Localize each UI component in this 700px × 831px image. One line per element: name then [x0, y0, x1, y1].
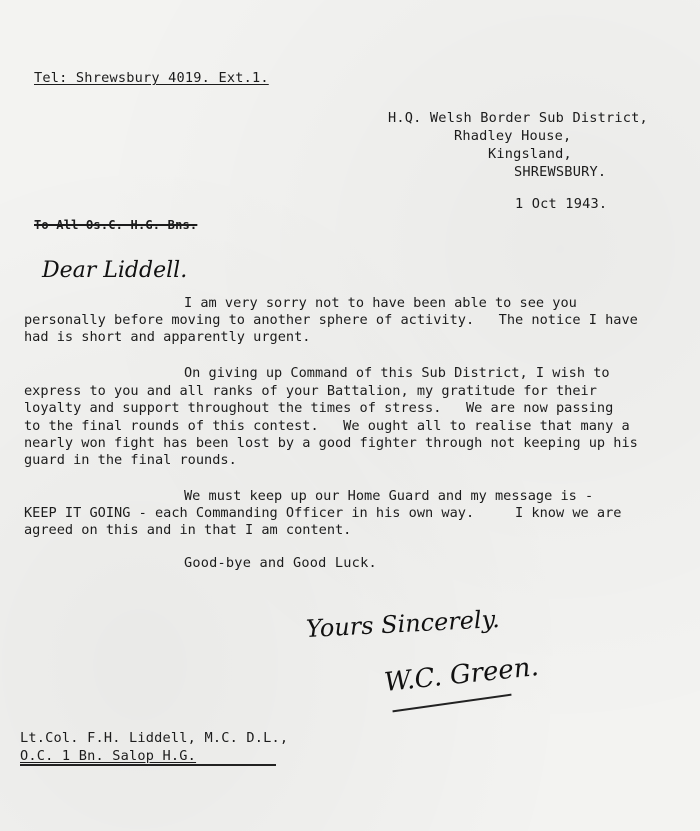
paragraph-2-line-4: to the final rounds of this contest. We ought all to realise that many a: [24, 418, 630, 434]
paragraph-3-line-3: agreed on this and in that I am content.: [24, 522, 352, 538]
recipient-underline: [20, 764, 276, 766]
paragraph-3-line-2: KEEP IT GOING - each Commanding Officer in his own way. I know we are: [24, 505, 622, 521]
paragraph-1-line-3: had is short and apparently urgent.: [24, 329, 311, 345]
signature-underline: [392, 694, 511, 713]
recipient-line-1: Lt.Col. F.H. Liddell, M.C. D.L.,: [20, 730, 289, 746]
recipient-line-2: O.C. 1 Bn. Salop H.G.: [20, 748, 197, 764]
paragraph-2-line-1: On giving up Command of this Sub District, I wish to: [184, 365, 610, 381]
paragraph-1-line-1: I am very sorry not to have been able to see you: [184, 295, 577, 311]
address-line-4: SHREWSBURY.: [514, 164, 607, 180]
handwritten-signature: W.C. Green.: [382, 651, 541, 699]
letter-date: 1 Oct 1943.: [515, 196, 608, 212]
struck-heading: To All Os.C. H.G. Bns.: [34, 218, 198, 232]
paragraph-3-line-1: We must keep up our Home Guard and my message is -: [184, 488, 594, 504]
telephone-line: Tel: Shrewsbury 4019. Ext.1.: [34, 70, 269, 86]
closing-line: Good-bye and Good Luck.: [184, 555, 377, 571]
address-line-3: Kingsland,: [488, 146, 572, 162]
handwritten-salutation: Dear Liddell.: [42, 258, 188, 283]
address-line-1: H.Q. Welsh Border Sub District,: [388, 110, 648, 126]
handwritten-signoff: Yours Sincerely.: [305, 604, 501, 644]
paragraph-2-line-3: loyalty and support throughout the times of stress. We are now passing: [24, 400, 614, 416]
paragraph-2-line-5: nearly won fight has been lost by a good fighter through not keeping up his: [24, 435, 638, 451]
paragraph-2-line-6: guard in the final rounds.: [24, 452, 237, 468]
paragraph-1-line-2: personally before moving to another sphere of activity. The notice I have: [24, 312, 638, 328]
address-line-2: Rhadley House,: [454, 128, 572, 144]
paragraph-2-line-2: express to you and all ranks of your Battalion, my gratitude for their: [24, 383, 597, 399]
